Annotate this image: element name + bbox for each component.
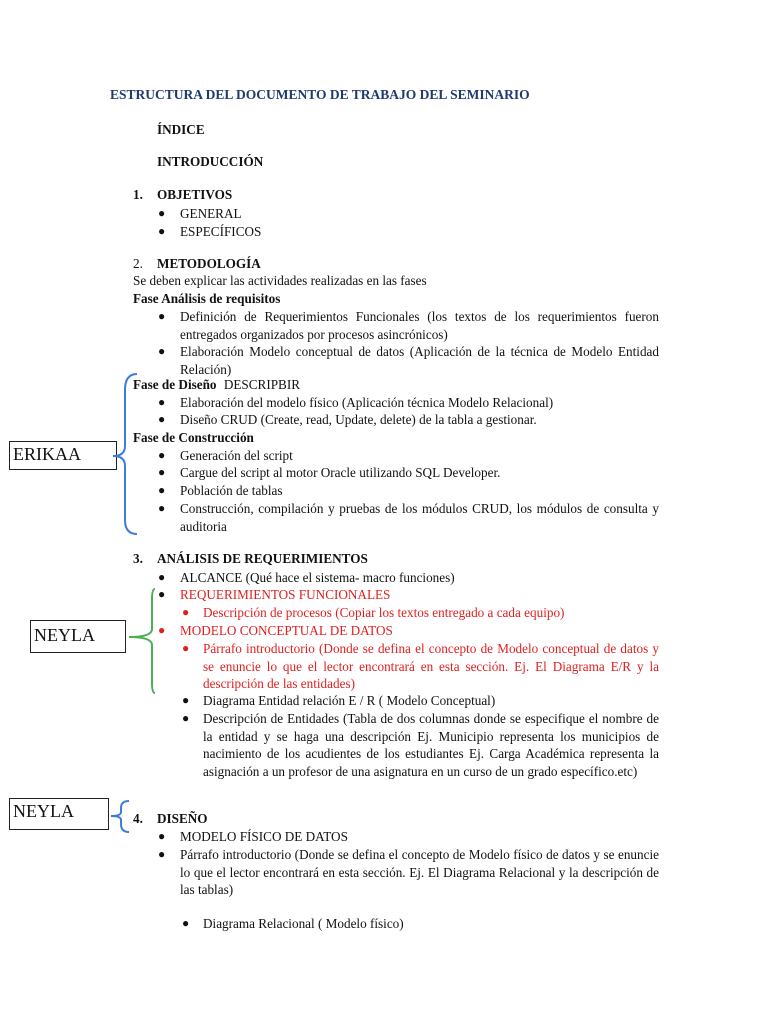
sub-list-item: Descripción de Entidades (Tabla de dos columnas donde se especifique el nombre de la entidad y se haga una descripción Ej. Municipio representa los municipios de nacimiento de los acudientes de los estudiantes Ej. Carga Académica representa la asignación a un profesor de una asignatura en un curso de un grado específico.etc) [203,711,659,779]
sub-list-item: Diagrama Entidad relación E / R ( Modelo Conceptual) [203,693,496,708]
section-3-number: 3. [133,551,143,566]
bullet-icon: ● [182,916,190,930]
bullet-icon: ● [158,587,166,601]
indice-heading: ÍNDICE [157,122,205,137]
list-item: Generación del script [180,448,293,463]
bullet-icon: ● [158,829,166,843]
list-item: Párrafo introductorio (Donde se defina el concepto de Modelo físico de datos y se enuncie lo que el lector encontrará en esta sección. Ej. El Diagrama Relacional y la descripción de las tablas) [180,847,659,897]
bullet-icon: ● [158,344,166,358]
fase-diseno-suffix: DESCRIPBIR [223,377,301,392]
section-4-title: DISEÑO [157,811,208,826]
list-item: ESPECÍFICOS [180,224,262,239]
annotation-neyla-1: NEYLA [30,620,126,653]
bullet-icon: ● [158,483,166,497]
section-2-number: 2. [133,256,143,271]
list-item: GENERAL [180,206,242,221]
fase-diseno-line [133,376,300,393]
brace-erikaa-icon [105,370,145,540]
bullet-icon: ● [158,465,166,479]
sub-list-item: Párrafo introductorio (Donde se defina el concepto de Modelo conceptual de datos y se enuncie lo que el lector encontrará en esta sección. Ej. El Diagrama E/R y la descripción de las entidades) [203,641,659,691]
bullet-icon: ● [158,570,166,584]
list-item: Cargue del script al motor Oracle utilizando SQL Developer. [180,465,501,480]
bullet-icon: ● [158,309,166,323]
fase-construccion-title: Fase de Construcción [133,430,254,445]
bullet-icon: ● [158,395,166,409]
brace-erikaa-path [113,374,137,534]
list-item: Elaboración Modelo conceptual de datos (Aplicación de la técnica de Modelo Entidad Relación) [180,344,659,377]
list-item: MODELO FÍSICO DE DATOS [180,829,348,844]
bullet-icon: ● [158,224,166,238]
bullet-icon: ● [158,847,166,861]
sub-list-item: Diagrama Relacional ( Modelo físico) [203,916,404,931]
bullet-icon: ● [158,206,166,220]
list-item: Construcción, compilación y pruebas de los módulos CRUD, los módulos de consulta y auditoria [180,501,659,534]
brace-neyla-1-icon [125,585,165,700]
section-2-title: METODOLOGÍA [157,256,261,271]
section-3-title: ANÁLISIS DE REQUERIMIENTOS [157,551,368,566]
fase-diseno-title: Fase de Diseño [133,377,217,392]
bullet-icon: ● [182,605,190,619]
fase-analisis-title: Fase Análisis de requisitos [133,291,281,306]
brace-neyla-2-path [111,801,129,832]
list-item-modelo-conceptual: MODELO CONCEPTUAL DE DATOS [180,623,393,638]
annotation-neyla-2: NEYLA [9,798,109,830]
bullet-icon: ● [158,412,166,426]
list-item: Definición de Requerimientos Funcionales (los textos de los requerimientos fueron entregados organizados por procesos asincrónicos) [180,309,659,342]
bullet-icon: ● [158,448,166,462]
section-4-number: 4. [133,811,143,826]
annotation-erikaa: ERIKAA [9,441,117,470]
section-1-number: 1. [133,187,143,202]
section-2-intro: Se deben explicar las actividades realizadas en las fases [133,273,427,288]
introduccion-heading: INTRODUCCIÓN [157,154,264,169]
brace-neyla-2-icon [107,798,137,838]
list-item: Diseño CRUD (Create, read, Update, delete) de la tabla a gestionar. [180,412,537,427]
list-item: Elaboración del modelo físico (Aplicación técnica Modelo Relacional) [180,395,554,410]
list-item: ALCANCE (Qué hace el sistema- macro funciones) [180,570,455,585]
document-title: ESTRUCTURA DEL DOCUMENTO DE TRABAJO DEL SEMINARIO [110,87,530,102]
bullet-icon: ● [182,641,190,655]
bullet-icon: ● [158,501,166,515]
section-1-title: OBJETIVOS [157,187,233,202]
list-item-requerimientos: REQUERIMIENTOS FUNCIONALES [180,587,391,602]
bullet-icon: ● [182,711,190,725]
brace-neyla-1-path [129,589,155,693]
bullet-icon: ● [182,693,190,707]
bullet-icon: ● [158,623,166,637]
list-item: Población de tablas [180,483,283,498]
sub-list-item: Descripción de procesos (Copiar los textos entregado a cada equipo) [203,605,565,620]
